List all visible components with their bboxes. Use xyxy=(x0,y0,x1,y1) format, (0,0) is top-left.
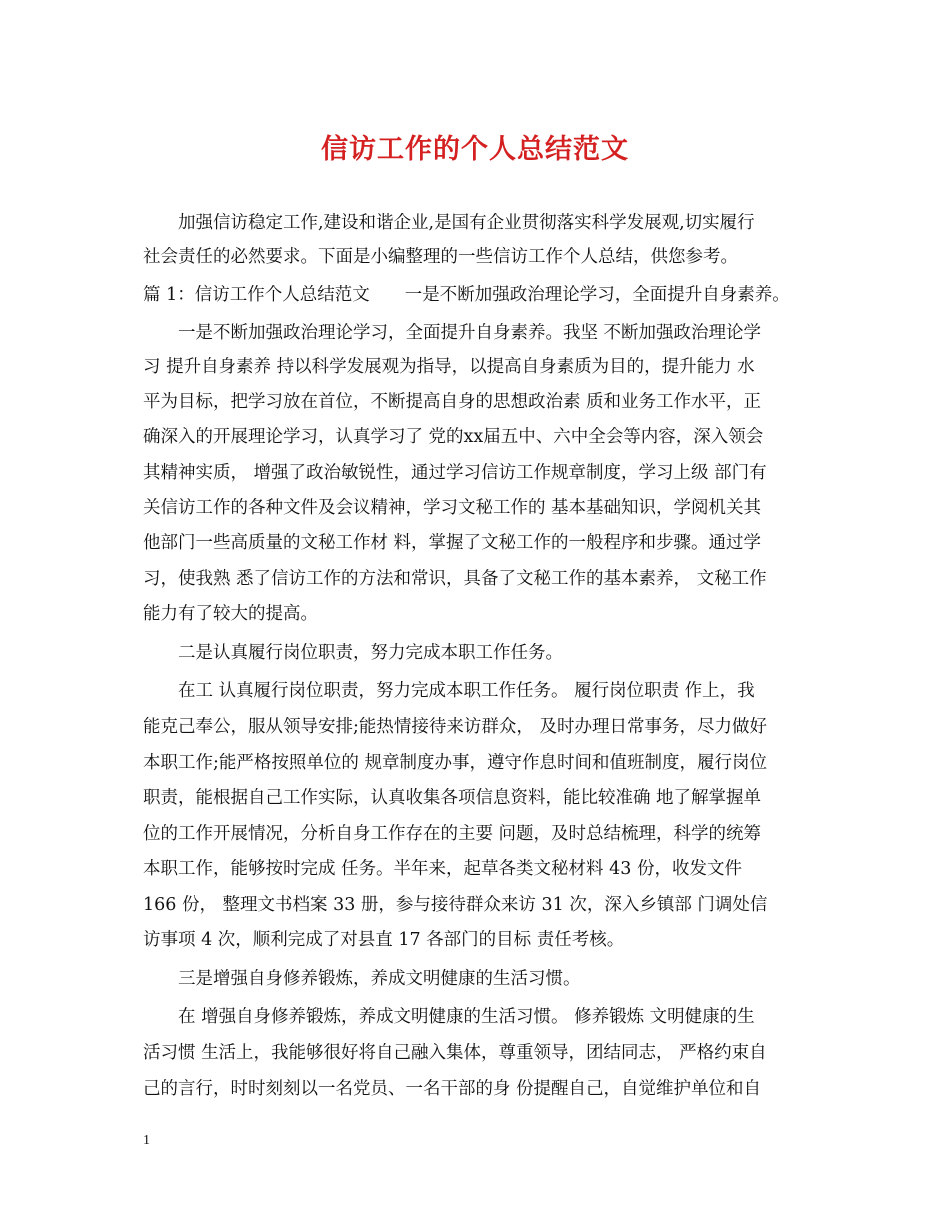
body-line-13: 二是认真履行岗位职责，努力完成本职工作任务。 xyxy=(178,643,563,663)
body-line-15: 能克己奉公，服从领导安排;能热情接待来访群众， 及时办理日常事务，尽力做好 xyxy=(143,717,767,737)
body-line-10: 他部门一些高质量的文秘工作材 料，掌握了文秘工作的一般程序和步骤。通过学 xyxy=(143,533,762,553)
body-line-3: 篇 1：信访工作个人总结范文 一是不断加强政治理论学习，全面提升自身素养。 xyxy=(143,285,790,305)
body-line-11: 习，使我熟 悉了信访工作的方法和常识，具备了文秘工作的基本素养， 文秘工作 xyxy=(143,569,767,589)
body-line-6: 平为目标，把学习放在首位，不断提高自身的思想政治素 质和业务工作水平，正 xyxy=(143,392,762,412)
body-line-14: 在工 认真履行岗位职责，努力完成本职工作任务。 履行岗位职责 作上，我 xyxy=(178,681,755,701)
body-line-17: 职责，能根据自己工作实际，认真收集各项信息资料，能比较准确 地了解掌握单 xyxy=(143,788,762,808)
page-number: 1 xyxy=(143,1133,150,1148)
body-line-12: 能力有了较大的提高。 xyxy=(143,604,318,624)
body-line-18: 位的工作开展情况，分析自身工作存在的主要 问题，及时总结梳理，科学的统筹 xyxy=(143,824,762,844)
body-line-7: 确深入的开展理论学习，认真学习了 党的xx届五中、六中全会等内容，深入领会 xyxy=(143,427,764,447)
body-line-20: 166 份， 整理文书档案 33 册，参与接待群众来访 31 次，深入乡镇部 门调处信 xyxy=(143,895,768,915)
body-line-25: 己的言行，时时刻刻以一名党员、一名干部的身 份提醒自己，自觉维护单位和自 xyxy=(143,1079,762,1099)
body-line-16: 本职工作;能严格按照单位的 规章制度办事，遵守作息时间和值班制度，履行岗位 xyxy=(143,753,767,773)
body-line-1: 加强信访稳定工作,建设和谐企业,是国有企业贯彻落实科学发展观,切实履行 xyxy=(178,213,755,233)
body-line-21: 访事项 4 次，顺利完成了对县直 17 各部门的目标 责任考核。 xyxy=(143,930,625,950)
body-line-2: 社会责任的必然要求。下面是小编整理的一些信访工作个人总结，供您参考。 xyxy=(143,247,738,267)
body-line-19: 本职工作，能够按时完成 任务。半年来，起草各类文秘材料 43 份，收发文件 xyxy=(143,859,742,879)
body-line-9: 关信访工作的各种文件及会议精神，学习文秘工作的 基本基础知识，学阅机关其 xyxy=(143,498,762,518)
body-line-23: 在 增强自身修养锻炼，养成文明健康的生活习惯。 修养锻炼 文明健康的生 xyxy=(178,1007,755,1027)
body-line-4: 一是不断加强政治理论学习，全面提升自身素养。我坚 不断加强政治理论学 xyxy=(178,323,762,343)
body-line-24: 活习惯 生活上，我能够很好将自己融入集体，尊重领导，团结同志， 严格约束自 xyxy=(143,1043,767,1063)
body-line-22: 三是增强自身修养锻炼，养成文明健康的生活习惯。 xyxy=(178,969,581,989)
document-title: 信访工作的个人总结范文 xyxy=(321,134,629,165)
body-line-5: 习 提升自身素养 持以科学发展观为指导，以提高自身素质为目的，提升能力 水 xyxy=(143,357,755,377)
body-line-8: 其精神实质， 增强了政治敏锐性，通过学习信访工作规章制度，学习上级 部门有 xyxy=(143,463,767,483)
